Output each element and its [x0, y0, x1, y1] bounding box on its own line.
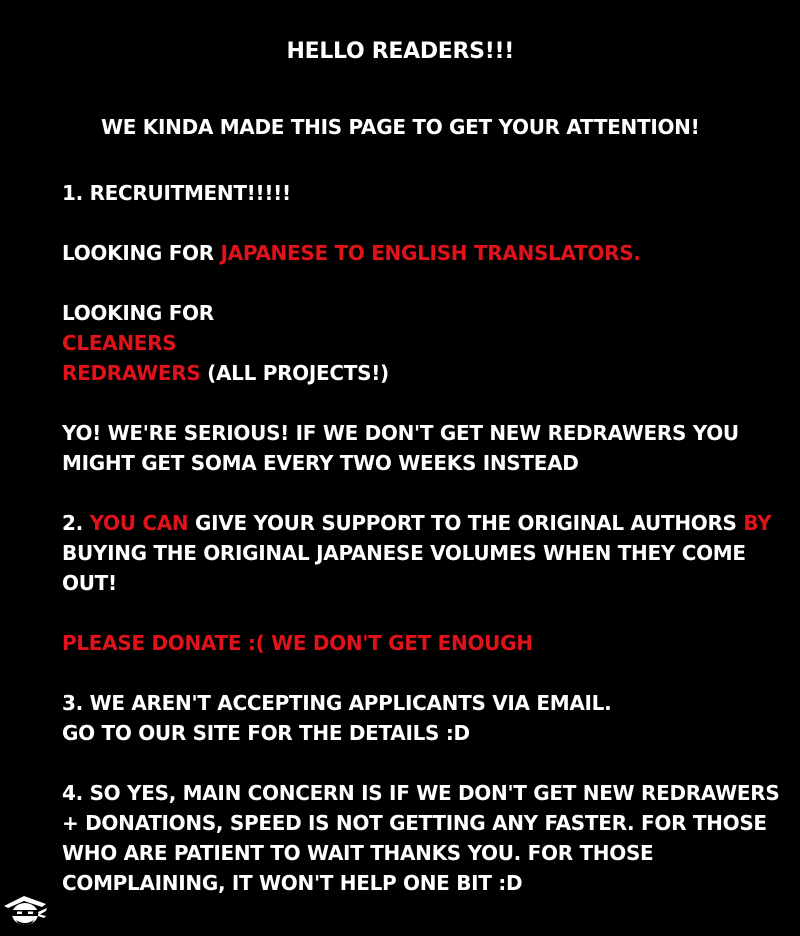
- page-heading: HELLO READERS!!!: [286, 39, 514, 64]
- translators-role: JAPANESE TO ENGLISH TRANSLATORS.: [220, 241, 641, 265]
- support-mid-text: GIVE YOUR SUPPORT TO THE ORIGINAL AUTHORS: [188, 511, 744, 535]
- cleaners-role: CLEANERS: [62, 331, 177, 355]
- you-can-text: YOU CAN: [89, 511, 189, 535]
- redrawers-role: REDRAWERS: [62, 361, 201, 385]
- support-line-1: [62, 508, 771, 538]
- translators-prefix: LOOKING FOR: [62, 241, 221, 265]
- email-line-1: 3. WE AREN'T ACCEPTING APPLICANTS VIA EMAIL.: [62, 691, 612, 715]
- ninja-head-icon: [2, 886, 48, 932]
- donate-line: PLEASE DONATE :( WE DON'T GET ENOUGH: [62, 631, 533, 655]
- serious-line-2: MIGHT GET SOMA EVERY TWO WEEKS INSTEAD: [62, 451, 579, 475]
- looking-for-label: LOOKING FOR: [62, 301, 214, 325]
- redrawers-suffix: (ALL PROJECTS!): [200, 361, 389, 385]
- by-text: BY: [743, 511, 772, 535]
- support-line-2: BUYING THE ORIGINAL JAPANESE VOLUMES WHEN THEY COME: [62, 541, 746, 565]
- redrawers-line: [62, 358, 389, 388]
- intro-text: WE KINDA MADE THIS PAGE TO GET YOUR ATTENTION!: [101, 115, 700, 139]
- serious-line-1: YO! WE'RE SERIOUS! IF WE DON'T GET NEW REDRAWERS YOU: [62, 421, 739, 445]
- concern-line-1: 4. SO YES, MAIN CONCERN IS IF WE DON'T GET NEW REDRAWERS: [62, 781, 780, 805]
- support-line-3: OUT!: [62, 571, 117, 595]
- translators-line: [62, 238, 641, 268]
- item2-number: 2.: [62, 511, 90, 535]
- concern-line-2: + DONATIONS, SPEED IS NOT GETTING ANY FASTER. FOR THOSE: [62, 811, 767, 835]
- concern-line-4: COMPLAINING, IT WON'T HELP ONE BIT :D: [62, 871, 523, 895]
- item1-title: 1. RECRUITMENT!!!!!: [62, 181, 291, 205]
- concern-line-3: WHO ARE PATIENT TO WAIT THANKS YOU. FOR THOSE: [62, 841, 654, 865]
- email-line-2: GO TO OUR SITE FOR THE DETAILS :D: [62, 721, 470, 745]
